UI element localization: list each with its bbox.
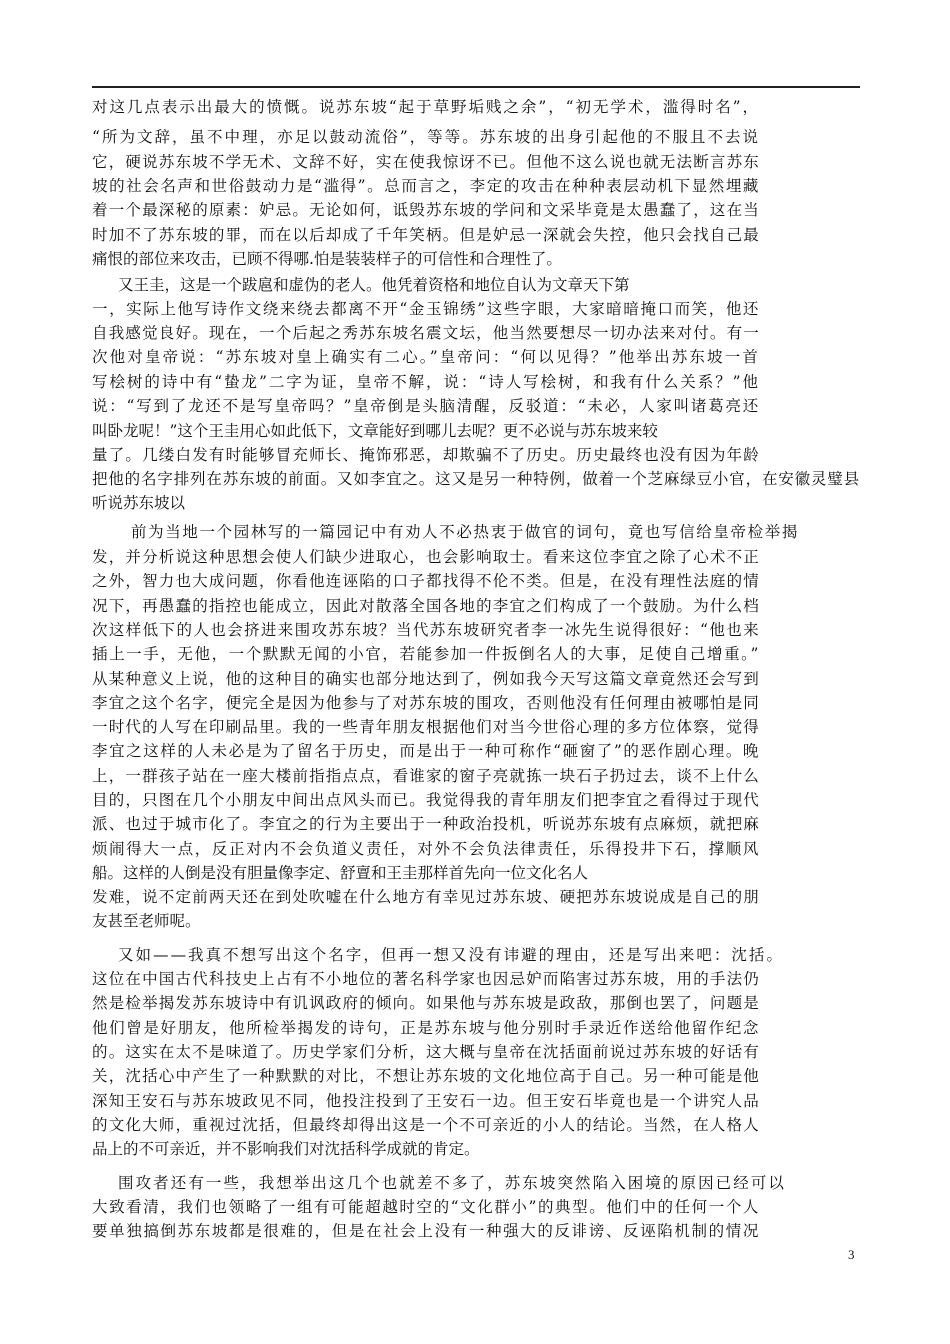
text-line: 叫卧龙呢！”这个王圭用心如此低下，文章能好到哪儿去呢？更不必说与苏东坡来较 bbox=[92, 422, 658, 440]
text-line: 关，沈括心中产生了一种默默的对比，不想让苏东坡的文化地位高于自己。另一种可能是他 bbox=[92, 1067, 760, 1085]
text-line: 又王圭，这是一个跋扈和虚伪的老人。他凭着资格和地位自认为文章天下第 bbox=[118, 276, 630, 294]
text-line: 围攻者还有一些，我想举出这几个也就差不多了，苏东坡突然陷入困境的原因已经可以 bbox=[118, 1174, 786, 1192]
text-line: 上，一群孩子站在一座大楼前指指点点，看谁家的窗子亮就拣一块石子扔过去，谈不上什么 bbox=[92, 767, 760, 785]
text-line: 之外，智力也大成问题，你看他连诬陷的口子都找得不伦不类。但是，在没有理性法庭的情 bbox=[92, 572, 760, 590]
text-line: 然是检举揭发苏东坡诗中有讥讽政府的倾向。如果他与苏东坡是政敌，那倒也罢了，问题是 bbox=[92, 994, 760, 1012]
text-line: 友甚至老师呢。 bbox=[92, 912, 201, 930]
text-line: 又如——我真不想写出这个名字，但再一想又没有讳避的理由，还是写出来吧：沈括。 bbox=[118, 946, 784, 964]
text-line: 前为当地一个园林写的一篇园记中有劝人不必热衷于做官的词句，竟也写信给皇帝检举揭 bbox=[131, 523, 799, 541]
text-line: 烦闹得大一点，反正对内不会负道义责任，对外不会负法律责任，乐得投井下石，撑顺风 bbox=[92, 840, 760, 858]
text-line: 自我感觉良好。现在，一个后起之秀苏东坡名震文坛，他当然要想尽一切办法来对付。有一 bbox=[92, 324, 760, 342]
text-line: 李宜之这个名字，便完全是因为他参与了对苏东坡的围攻，否则他没有任何理由被哪怕是同 bbox=[92, 694, 760, 712]
text-line: 对这几点表示出最大的愤慨。说苏东坡“起于草野垢贱之余”，“初无学术，滥得时名”， bbox=[92, 98, 760, 116]
text-line: 李宜之这样的人未必是为了留名于历史，而是出于一种可称作“砸窗了”的恶作剧心理。晚 bbox=[92, 742, 760, 760]
text-line: 写桧树的诗中有“蛰龙”二字为证，皇帝不解，说：“诗人写桧树，和我有什么关系？”他 bbox=[92, 373, 760, 391]
text-line: “所为文辞，虽不中理，亦足以鼓动流俗”，等等。苏东坡的出身引起他的不服且不去说 bbox=[92, 128, 760, 146]
text-line: 次这样低下的人也会挤进来围攻苏东坡？当代苏东坡研究者李一冰先生说得很好：“他也来 bbox=[92, 621, 760, 639]
text-line: 船。这样的人倒是没有胆量像李定、舒亶和王圭那样首先向一位文化名人 bbox=[92, 864, 589, 882]
text-line: 发，并分析说这种思想会使人们缺少进取心，也会影响取士。看来这位李宜之除了心术不正 bbox=[92, 548, 760, 566]
text-line: 大致看清，我们也领略了一组有可能超越时空的“文化群小”的典型。他们中的任何一个人 bbox=[92, 1198, 760, 1216]
text-line: 深知王安石与苏东坡政见不同，他投注投到了王安石一边。但王安石毕竟也是一个讲究人品 bbox=[92, 1092, 760, 1110]
text-line: 坡的社会名声和世俗鼓动力是“滥得”。总而言之，李定的攻击在种种表层动机下显然埋藏 bbox=[92, 177, 760, 195]
text-line: 这位在中国古代科技史上占有不小地位的著名科学家也因忌妒而陷害过苏东坡，用的手法仍 bbox=[92, 970, 760, 988]
text-line: 他们曾是好朋友，他所检举揭发的诗句，正是苏东坡与他分别时手录近作送给他留作纪念 bbox=[92, 1019, 760, 1037]
text-line: 品上的不可亲近，并不影响我们对沈括科学成就的肯定。 bbox=[92, 1140, 480, 1158]
text-line: 派、也过于城市化了。李宜之的行为主要出于一种政治投机，听说苏东坡有点麻烦，就把麻 bbox=[92, 815, 760, 833]
text-line: 着一个最深秘的原素：妒忌。无论如何，诋毁苏东坡的学问和文采毕竟是太愚蠢了，这在当 bbox=[92, 201, 760, 219]
text-line: 把他的名字排列在苏东坡的前面。又如李宜之。这又是另一种特例，做着一个芝麻绿豆小官，在安徽灵璧县 bbox=[92, 470, 860, 488]
text-line: 听说苏东坡以 bbox=[92, 494, 186, 512]
text-line: 况下，再愚蠢的指控也能成立，因此对散落全国各地的李宜之们构成了一个鼓励。为什么档 bbox=[92, 597, 760, 615]
text-line: 次他对皇帝说：“苏东坡对皇上确实有二心。”皇帝问：“何以见得？”他举出苏东坡一首 bbox=[92, 348, 760, 366]
text-line: 一时代的人写在印刷品里。我的一些青年朋友根据他们对当今世俗心理的多方位体察，觉得 bbox=[92, 718, 760, 736]
text-line: 它，硬说苏东坡不学无术、文辞不好，实在使我惊讶不已。但他不这么说也就无法断言苏东 bbox=[92, 153, 760, 171]
text-line: 的。这实在太不是味道了。历史学家们分析，这大概与皇帝在沈括面前说过苏东坡的好话有 bbox=[92, 1043, 760, 1061]
text-line: 说：“写到了龙还不是写皇帝吗？”皇帝倒是头脑清醒，反驳道：“未必，人家叫诸葛亮还 bbox=[92, 397, 760, 415]
text-line: 发难，说不定前两天还在到处吹嘘在什么地方有幸见过苏东坡、硬把苏东坡说成是自己的朋 bbox=[92, 888, 760, 906]
text-line: 从某种意义上说，他的这种目的确实也部分地达到了，例如我今天写这篇文章竟然还会写到 bbox=[92, 670, 760, 688]
text-line: 时加不了苏东坡的罪，而在以后却成了千年笑柄。但是妒忌一深就会失控，他只会找自己最 bbox=[92, 226, 760, 244]
text-line: 一，实际上他写诗作文绕来绕去都离不开“金玉锦绣”这些字眼，大家暗暗掩口而笑，他还 bbox=[92, 300, 760, 318]
text-line: 插上一手，无他，一个默默无闻的小官，若能参加一件扳倒名人的大事，足使自己增重。” bbox=[92, 645, 760, 663]
text-line: 要单独搞倒苏东坡都是很难的，但是在社会上没有一种强大的反诽谤、反诬陷机制的情况 bbox=[92, 1222, 760, 1240]
text-line: 的文化大师，重视过沈括，但最终却得出这是一个不可亲近的小人的结论。当然，在人格人 bbox=[92, 1116, 760, 1134]
page-number: 3 bbox=[848, 1247, 855, 1262]
text-line: 痛恨的部位来攻击，已顾不得哪.怕是装装样子的可信性和合理性了。 bbox=[92, 250, 562, 268]
text-line: 目的，只图在几个小朋友中间出点风头而已。我觉得我的青年朋友们把李宜之看得过于现代 bbox=[92, 791, 760, 809]
text-line: 量了。几缕白发有时能够冒充师长、掩饰邪恶，却欺骗不了历史。历史最终也没有因为年龄 bbox=[92, 446, 760, 464]
